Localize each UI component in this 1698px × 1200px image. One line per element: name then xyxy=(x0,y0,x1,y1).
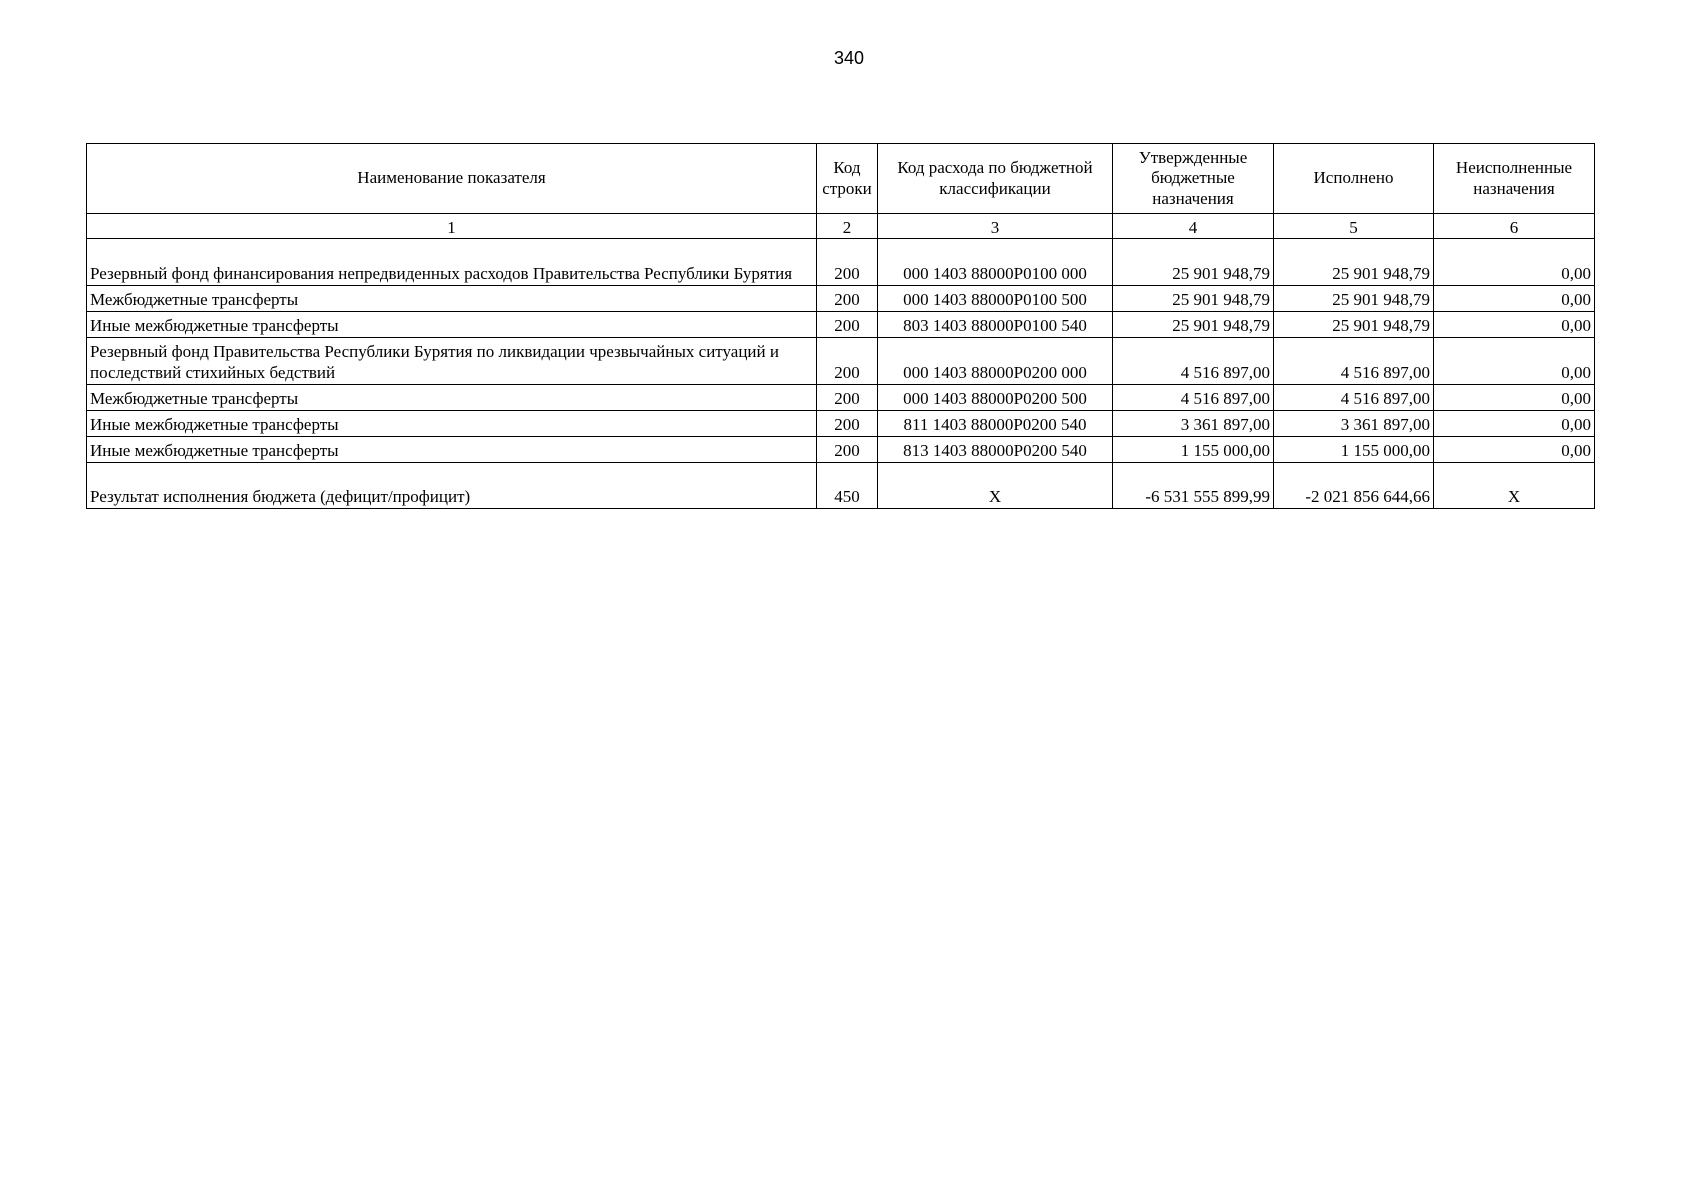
table-header-row xyxy=(87,144,1595,214)
header-unexecuted: Неисполненные назначения xyxy=(1434,144,1595,214)
table-row xyxy=(87,312,1595,338)
row-approved: 25 901 948,79 xyxy=(1113,239,1274,286)
row-unexecuted: 0,00 xyxy=(1434,239,1595,286)
header-executed: Исполнено xyxy=(1274,144,1434,214)
row-name: Результат исполнения бюджета (дефицит/профицит) xyxy=(87,463,817,509)
row-executed: 1 155 000,00 xyxy=(1274,437,1434,463)
row-name: Межбюджетные трансферты xyxy=(87,385,817,411)
row-approved: 4 516 897,00 xyxy=(1113,385,1274,411)
column-number: 5 xyxy=(1274,214,1434,239)
header-line-code: Код строки xyxy=(817,144,878,214)
row-name: Межбюджетные трансферты xyxy=(87,286,817,312)
row-line-code: 200 xyxy=(817,385,878,411)
row-unexecuted: 0,00 xyxy=(1434,312,1595,338)
row-line-code: 200 xyxy=(817,286,878,312)
table-row xyxy=(87,286,1595,312)
column-number: 4 xyxy=(1113,214,1274,239)
table-row xyxy=(87,239,1595,286)
column-number: 6 xyxy=(1434,214,1595,239)
row-approved: -6 531 555 899,99 xyxy=(1113,463,1274,509)
row-executed: 25 901 948,79 xyxy=(1274,312,1434,338)
table-row xyxy=(87,437,1595,463)
row-executed: 4 516 897,00 xyxy=(1274,385,1434,411)
row-classification-code: 811 1403 88000Р0200 540 xyxy=(878,411,1113,437)
row-name: Резервный фонд финансирования непредвиденных расходов Правительства Республики Бурятия xyxy=(87,239,817,286)
row-approved: 3 361 897,00 xyxy=(1113,411,1274,437)
row-executed: 25 901 948,79 xyxy=(1274,286,1434,312)
row-classification-code: 000 1403 88000Р0200 500 xyxy=(878,385,1113,411)
row-unexecuted: 0,00 xyxy=(1434,286,1595,312)
row-executed: 4 516 897,00 xyxy=(1274,338,1434,385)
row-approved: 25 901 948,79 xyxy=(1113,312,1274,338)
row-executed: 3 361 897,00 xyxy=(1274,411,1434,437)
budget-execution-table xyxy=(86,143,1595,509)
row-name: Резервный фонд Правительства Республики Бурятия по ликвидации чрезвычайных ситуаций и последствий стихийных бедствий xyxy=(87,338,817,385)
page-number: 340 xyxy=(833,48,865,68)
column-number: 3 xyxy=(878,214,1113,239)
row-unexecuted: X xyxy=(1434,463,1595,509)
row-classification-code: X xyxy=(878,463,1113,509)
row-unexecuted: 0,00 xyxy=(1434,338,1595,385)
table-row xyxy=(87,385,1595,411)
row-classification-code: 000 1403 88000Р0100 000 xyxy=(878,239,1113,286)
table-row-result xyxy=(87,463,1595,509)
row-executed: -2 021 856 644,66 xyxy=(1274,463,1434,509)
row-name: Иные межбюджетные трансферты xyxy=(87,437,817,463)
row-line-code: 200 xyxy=(817,239,878,286)
row-classification-code: 000 1403 88000Р0200 000 xyxy=(878,338,1113,385)
column-number: 1 xyxy=(87,214,817,239)
row-unexecuted: 0,00 xyxy=(1434,385,1595,411)
row-line-code: 200 xyxy=(817,437,878,463)
row-name: Иные межбюджетные трансферты xyxy=(87,312,817,338)
row-classification-code: 813 1403 88000Р0200 540 xyxy=(878,437,1113,463)
column-number-row xyxy=(87,214,1595,239)
table-row xyxy=(87,338,1595,385)
row-line-code: 200 xyxy=(817,338,878,385)
row-line-code: 200 xyxy=(817,312,878,338)
row-approved: 25 901 948,79 xyxy=(1113,286,1274,312)
row-approved: 4 516 897,00 xyxy=(1113,338,1274,385)
row-unexecuted: 0,00 xyxy=(1434,411,1595,437)
row-classification-code: 803 1403 88000Р0100 540 xyxy=(878,312,1113,338)
header-indicator-name: Наименование показателя xyxy=(87,144,817,214)
row-unexecuted: 0,00 xyxy=(1434,437,1595,463)
header-approved: Утвержденные бюджетные назначения xyxy=(1113,144,1274,214)
table-row xyxy=(87,411,1595,437)
row-approved: 1 155 000,00 xyxy=(1113,437,1274,463)
row-executed: 25 901 948,79 xyxy=(1274,239,1434,286)
column-number: 2 xyxy=(817,214,878,239)
row-classification-code: 000 1403 88000Р0100 500 xyxy=(878,286,1113,312)
row-line-code: 200 xyxy=(817,411,878,437)
row-name: Иные межбюджетные трансферты xyxy=(87,411,817,437)
header-classification-code: Код расхода по бюджетной классификации xyxy=(878,144,1113,214)
row-line-code: 450 xyxy=(817,463,878,509)
